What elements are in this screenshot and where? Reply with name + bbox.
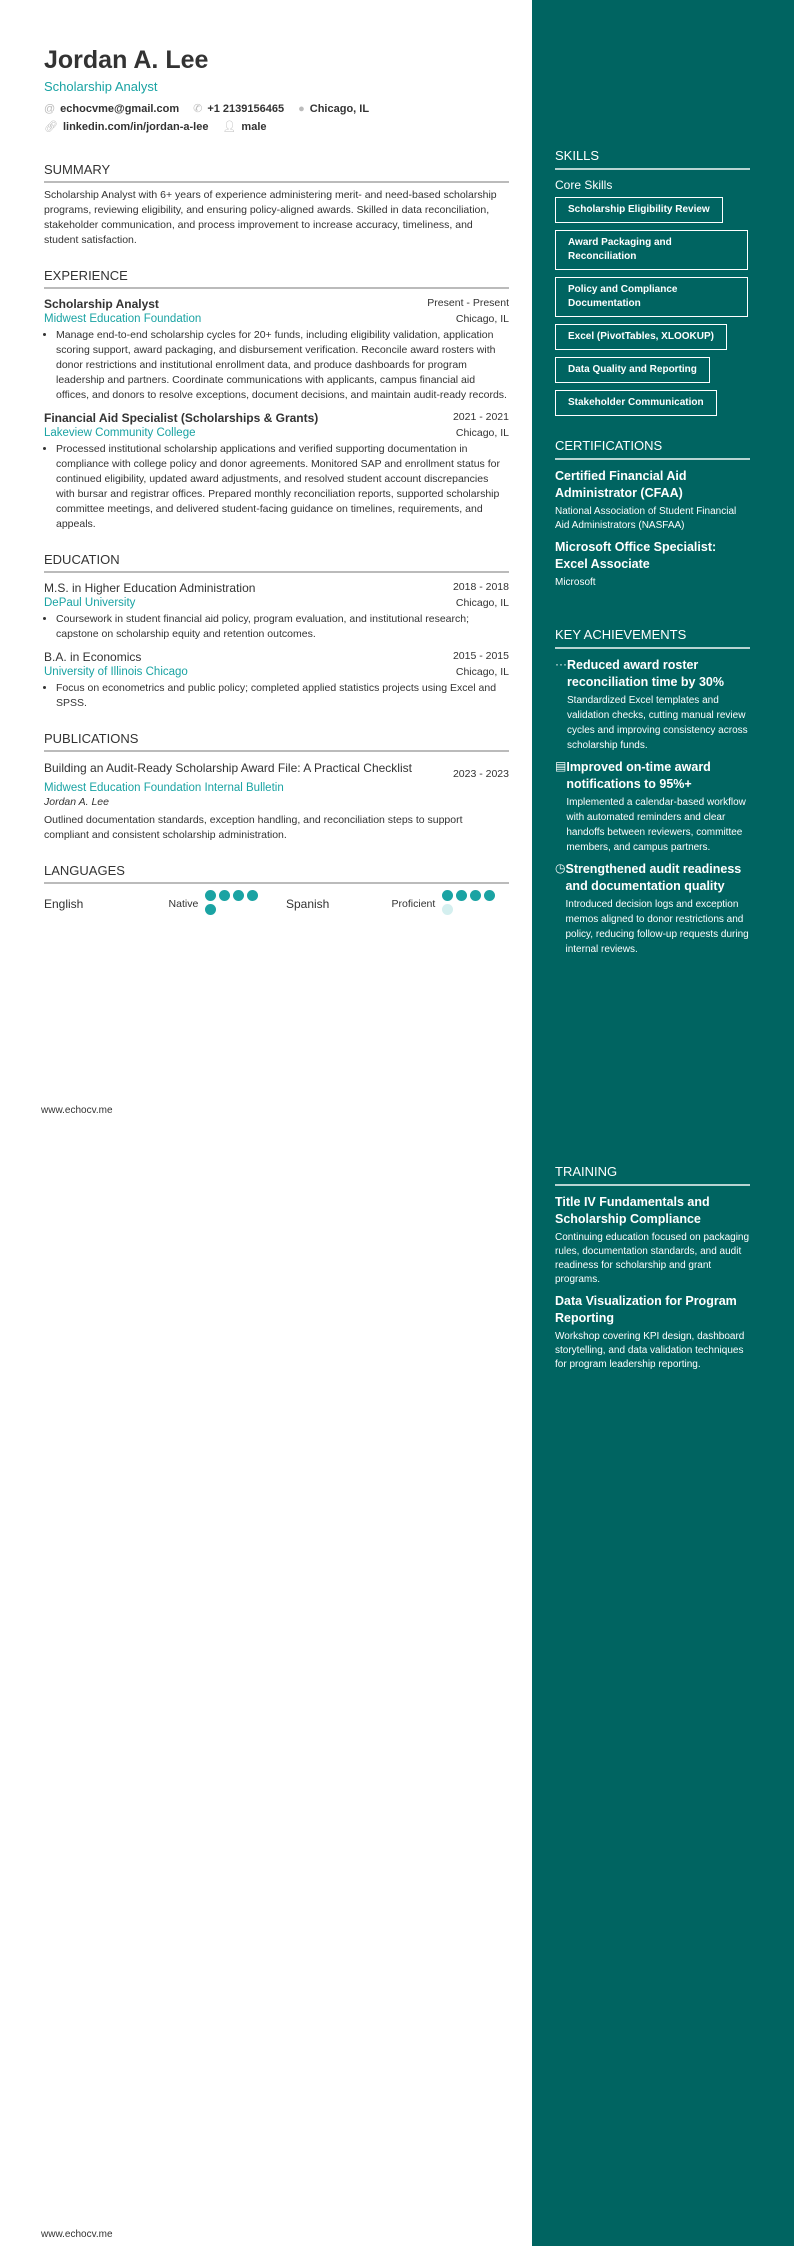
rating-dot [442, 904, 453, 915]
rating-dot [219, 890, 230, 901]
training-name: Data Visualization for Program Reporting [555, 1294, 737, 1325]
achievement-title: Improved on-time award notifications to 95%+ [566, 760, 711, 791]
skill-chip: Stakeholder Communication [555, 390, 717, 416]
publications-heading: PUBLICATIONS [44, 731, 509, 752]
edu-bullet: • Coursework in student financial aid policy, program evaluation, and institutional research; capstone on scholarship equity and retention outcomes. [56, 612, 509, 642]
edu-degree: B.A. in Economics [44, 650, 142, 664]
achievement-item [555, 657, 750, 753]
exp-role: Scholarship Analyst [44, 297, 159, 311]
achievement-text: Standardized Excel templates and validation checks, cutting manual review cycles and improving consistency across scholarship funds. [567, 695, 748, 751]
training-heading: TRAINING [555, 1164, 750, 1186]
edu-org: University of Illinois Chicago [44, 666, 188, 678]
skill-chip: Data Quality and Reporting [555, 357, 710, 383]
edu-bullet: • Focus on econometrics and public policy; completed applied statistics projects using Excel and SPSS. [56, 681, 509, 711]
pub-text: Outlined documentation standards, exception handling, and reconciliation steps to support compliant and consistent scholarship administration. [44, 814, 463, 841]
rating-dot [442, 890, 453, 901]
skills-group: Core Skills [555, 178, 613, 192]
rating-dot [247, 890, 258, 901]
education-item [44, 573, 509, 642]
training-text: Continuing education focused on packaging rules, documentation standards, and audit readiness for scholarship and grant programs. [555, 1232, 750, 1285]
achievement-item [555, 759, 750, 855]
cert-name: Certified Financial Aid Administrator (CFAA) [555, 469, 687, 500]
link-icon: 🔗︎ [44, 121, 58, 133]
rating-dot [470, 890, 481, 901]
skills-heading: SKILLS [555, 148, 750, 170]
certifications-heading: CERTIFICATIONS [555, 438, 750, 460]
cert-issuer: National Association of Student Financial Aid Administrators (NASFAA) [555, 506, 737, 531]
summary-text: Scholarship Analyst with 6+ years of experience administering merit- and need-based scholarship programs, reviewing eligibility, and ensuring policy-aligned awards. Skilled in data reconciliation, stakeholder communication, and process improvement to increase accuracy, timeliness, and student satisfaction. [44, 189, 497, 246]
file-check-icon: ▤ [555, 759, 567, 773]
rating-dot [484, 890, 495, 901]
footer-link[interactable]: www.echocv.me [41, 2229, 113, 2240]
pub-publisher: Midwest Education Foundation Internal Bulletin [44, 782, 284, 794]
exp-dates: 2021 - 2021 [452, 411, 509, 423]
lang-name: Spanish [285, 897, 330, 911]
linkedin[interactable]: linkedin.com/in/jordan-a-lee [62, 121, 209, 133]
edu-loc: Chicago, IL [455, 597, 509, 609]
location-icon: ● [298, 103, 305, 115]
exp-bullet: • Processed institutional scholarship applications and verified supporting documentation in compliance with college policy and donor agreements. Monitored SAP and enrollment status for continued eligibility, updated award adjustments, and resolved student account discrepancies with bursar and registrar offices. Prepared monthly reconciliation reports, supported scholarship committee meetings, and delivered student-facing guidance on timelines, requirements, and appeals. [56, 442, 509, 532]
achievements-heading: KEY ACHIEVEMENTS [555, 627, 750, 649]
skill-chip: Policy and Compliance Documentation [555, 277, 748, 317]
exp-dates: Present - Present [427, 297, 509, 309]
experience-item [44, 403, 509, 532]
cert-issuer: Microsoft [555, 577, 596, 588]
rating-dot [233, 890, 244, 901]
name: Jordan A. Lee [44, 46, 209, 74]
publication-item [44, 752, 509, 843]
achievement-text: Introduced decision logs and exception memos aligned to donor restrictions and policy, reducing follow-up requests during internal reviews. [565, 899, 749, 955]
training-text: Workshop covering KPI design, dashboard storytelling, and data validation techniques for program leadership reporting. [555, 1331, 745, 1370]
edu-dates: 2015 - 2015 [452, 650, 509, 662]
achievements-section [555, 627, 750, 957]
exp-loc: Chicago, IL [455, 427, 509, 439]
summary-heading: SUMMARY [44, 162, 509, 183]
skill-chip: Award Packaging and Reconciliation [555, 230, 748, 270]
job-title: Scholarship Analyst [44, 79, 158, 94]
training-name: Title IV Fundamentals and Scholarship Compliance [555, 1195, 710, 1226]
rating-dot [205, 890, 216, 901]
pub-author: Jordan A. Lee [44, 796, 109, 808]
edu-loc: Chicago, IL [455, 666, 509, 678]
lang-level: Native [168, 898, 199, 910]
experience-item [44, 289, 509, 403]
certifications-section [555, 438, 750, 590]
pub-dates: 2023 - 2023 [452, 768, 509, 780]
location: Chicago, IL [309, 103, 370, 115]
person-icon: 👤︎ [222, 121, 237, 133]
lang-level: Proficient [391, 898, 436, 910]
main-column [44, 44, 509, 918]
education-item [44, 642, 509, 711]
experience-heading: EXPERIENCE [44, 268, 509, 289]
edu-org: DePaul University [44, 597, 136, 609]
cert-name: Microsoft Office Specialist: Excel Associate [555, 540, 717, 571]
exp-bullet: • Manage end-to-end scholarship cycles for 20+ funds, including eligibility validation, application scoring support, award packaging, and disbursement verification. Reconcile award rosters with donor restrictions and institutional enrollment data, and produce dashboards for program leadership and partners. Coordinate communications with applicants, campus financial aid offices, and donors to resolve exceptions, document decisions, and maintain audit-ready records. [56, 328, 509, 403]
skills-section [555, 148, 750, 423]
rating-dot [456, 890, 467, 901]
clock-icon: ◷ [555, 861, 566, 875]
achievement-text: Implemented a calendar-based workflow with automated reminders and clear handoffs between reviewers, committee members, and campus partners. [566, 797, 746, 853]
languages-row [44, 890, 509, 918]
skill-chip: Excel (PivotTables, XLOOKUP) [555, 324, 727, 350]
achievement-title: Reduced award roster reconciliation time by 30% [567, 658, 724, 689]
exp-org: Lakeview Community College [44, 427, 196, 439]
languages-heading: LANGUAGES [44, 863, 509, 884]
footer-link[interactable]: www.echocv.me [41, 1105, 113, 1116]
gender: male [241, 121, 267, 133]
skill-chip: Scholarship Eligibility Review [555, 197, 723, 223]
dots-icon: ··· [555, 657, 567, 671]
exp-org: Midwest Education Foundation [44, 313, 202, 325]
achievement-item [555, 861, 750, 957]
phone: +1 2139156465 [207, 103, 285, 115]
lang-rating [202, 890, 272, 918]
education-heading: EDUCATION [44, 552, 509, 573]
edu-degree: M.S. in Higher Education Administration [44, 581, 256, 595]
contact-info [44, 100, 509, 136]
training-section [555, 1164, 750, 1372]
achievement-title: Strengthened audit readiness and documentation quality [565, 862, 742, 893]
at-icon: @ [44, 103, 56, 115]
exp-loc: Chicago, IL [455, 313, 509, 325]
pub-title: Building an Audit-Ready Scholarship Award File: A Practical Checklist [44, 761, 412, 775]
rating-dot [205, 904, 216, 915]
lang-rating [439, 890, 509, 918]
edu-dates: 2018 - 2018 [452, 581, 509, 593]
lang-name: English [44, 897, 84, 911]
email[interactable]: echocvme@gmail.com [60, 103, 180, 115]
phone-icon: ✆ [193, 103, 203, 115]
exp-role: Financial Aid Specialist (Scholarships & Grants) [44, 411, 319, 425]
